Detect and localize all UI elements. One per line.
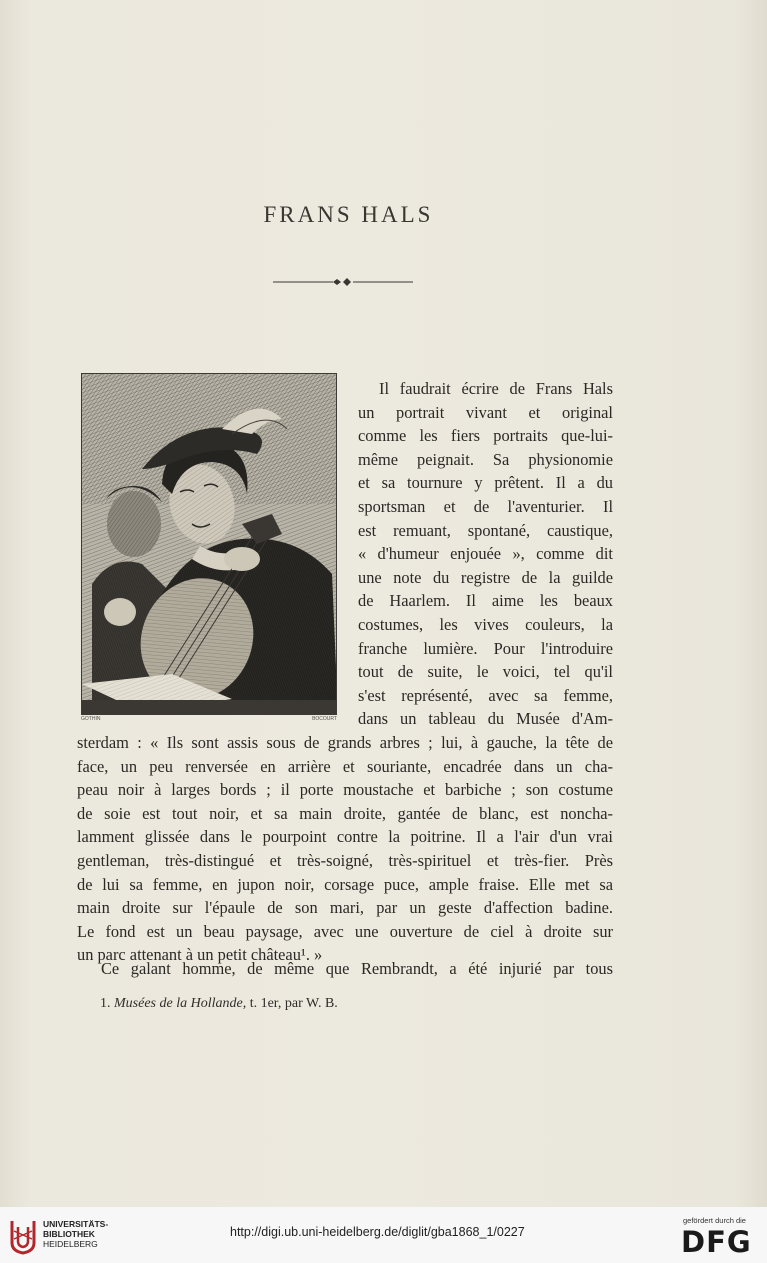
footnote-number: 1. (100, 996, 111, 1011)
text-line: s'est représenté, avec sa femme, (358, 685, 613, 705)
text-line: même peignait. Sa physionomie (358, 449, 613, 469)
viewer-footer (0, 1207, 767, 1263)
text-line: dans un tableau du Musée d'Am- (358, 709, 613, 729)
institution-line-1: UNIVERSITÄTS- (43, 1219, 109, 1229)
text-line: comme les fiers portraits que-lui- (358, 426, 613, 446)
funding-note: gefördert durch die (683, 1216, 746, 1225)
text-line: Le fond est un beau paysage, avec une ouverture de ciel à droite sur (77, 921, 613, 941)
institution-line-3: HEIDELBERG (43, 1239, 98, 1249)
text-line: franche lumière. Pour l'introduire (358, 638, 613, 658)
text-line: un portrait vivant et original (358, 402, 613, 422)
engraver-credit-right: BOCOURT (312, 716, 337, 722)
text-line: « d'humeur enjouée », comme dit (358, 544, 613, 564)
text-line: face, un peu renversée en arrière et souriante, encadrée dans un cha- (77, 756, 613, 776)
text-line: main droite sur l'épaule de son mari, par un geste d'affection badine. (77, 898, 613, 918)
text-line: lamment glissée dans le pourpoint contre la poitrine. Il a l'air d'un vrai (77, 827, 613, 847)
text-line: sterdam : « Ils sont assis sous de grands arbres ; lui, à gauche, la tête de (77, 733, 613, 752)
text-line: de lui sa femme, en jupon noir, corsage puce, ample fraise. Elle met sa (77, 874, 613, 894)
engraving-image-icon (82, 374, 337, 715)
text-line: Ce galant homme, de même que Rembrandt, a été injurié par tous (101, 959, 613, 978)
ornament-divider-icon (273, 275, 413, 289)
text-line: peau noir à larges bords ; il porte moustache et barbiche ; son costume (77, 780, 613, 800)
text-line: sportsman et de l'aventurier. Il (358, 496, 613, 516)
engraver-credit-left: GOTHIN (81, 716, 101, 722)
text-line-last: un parc attenant à un petit château¹. » (77, 945, 323, 965)
text-line: gentleman, très-distingué et très-soigné, très-spirituel et très-fier. Près (77, 850, 613, 870)
dfg-logo[interactable]: DFG (681, 1225, 752, 1259)
text-line: et sa tournure y prêtent. Il a du (358, 473, 613, 493)
text-line: Il faudrait écrire de Frans Hals (379, 379, 613, 398)
engraving-caption (81, 715, 337, 725)
text-line: de Haarlem. Il aime les beaux (358, 591, 613, 611)
institution-name (43, 1219, 108, 1249)
institution-line-2: BIBLIOTHEK (43, 1229, 95, 1239)
body-text-narrow-column (358, 377, 613, 731)
text-line: tout de suite, le voici, tel qu'il (358, 662, 613, 682)
body-text-wide-column (77, 731, 613, 967)
page-title: FRANS HALS (263, 202, 434, 227)
footnote-rest: t. 1er, par W. B. (249, 996, 338, 1011)
permalink-url[interactable]: http://digi.ub.uni-heidelberg.de/diglit/gba1868_1/0227 (230, 1225, 525, 1239)
text-line: de soie est tout noir, et sa main droite, gantée de blanc, est noncha- (77, 803, 613, 823)
text-line: une note du registre de la guilde (358, 567, 613, 587)
footnote-title: Musées de la Hollande, (114, 996, 247, 1011)
text-line: costumes, les vives couleurs, la (358, 614, 613, 634)
footnote (100, 996, 338, 1012)
body-text-paragraph-2 (77, 957, 613, 981)
engraving-illustration (81, 373, 337, 715)
text-line: est remuant, spontané, caustique, (358, 520, 613, 540)
university-library-logo-icon[interactable] (8, 1217, 38, 1255)
